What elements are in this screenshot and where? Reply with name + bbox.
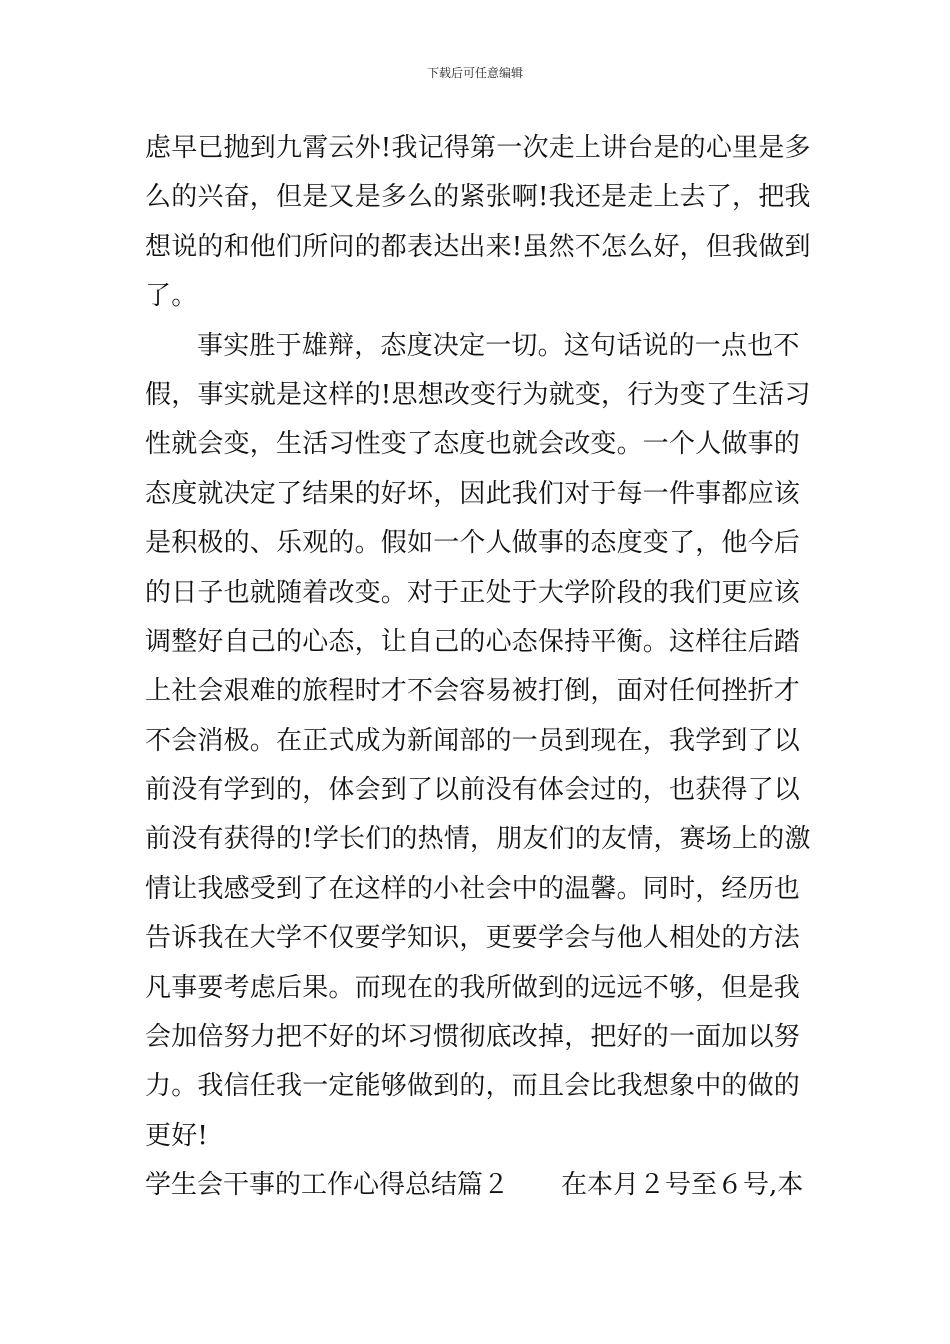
section-2-title: 学生会干事的工作心得总结篇２ — [145, 1170, 510, 1201]
paragraph-2-line: 不会消极。在正式成为新闻部的一员到现在，我学到了以 — [145, 725, 801, 756]
paragraph-2-line: 更好! — [145, 1120, 209, 1151]
paragraph-2-line: 告诉我在大学不仅要学知识，更要学会与他人相处的方法 — [145, 923, 801, 954]
paragraph-2-line: 前没有获得的!学长们的热情，朋友们的友情，赛场上的激 — [145, 824, 811, 855]
paragraph-2-line: 会加倍努力把不好的坏习惯彻底改掉，把好的一面加以努 — [145, 1022, 801, 1053]
paragraph-2-line: 是积极的、乐观的。假如一个人做事的态度变了，他今后 — [145, 528, 801, 559]
paragraph-2-line: 性就会变，生活习性变了态度也就会改变。一个人做事的 — [145, 429, 801, 460]
paragraph-2-line: 的日子也就随着改变。对于正处于大学阶段的我们更应该 — [145, 577, 801, 608]
paragraph-2-line: 态度就决定了结果的好坏，因此我们对于每一件事都应该 — [145, 478, 801, 509]
paragraph-1-line: 了。 — [145, 281, 198, 312]
paragraph-2-line: 上社会艰难的旅程时才不会容易被打倒，面对任何挫折才 — [145, 676, 801, 707]
paragraph-2-line: 凡事要考虑后果。而现在的我所做到的远远不够，但是我 — [145, 972, 801, 1003]
paragraph-2-line: 前没有学到的，体会到了以前没有体会过的，也获得了以 — [145, 775, 801, 806]
paragraph-2-line: 力。我信任我一定能够做到的，而且会比我想象中的做的 — [145, 1071, 801, 1102]
paragraph-2-line: 情让我感受到了在这样的小社会中的温馨。同时，经历也 — [145, 873, 801, 904]
paragraph-1-line: 虑早已抛到九霄云外!我记得第一次走上讲台是的心里是多 — [145, 133, 811, 163]
section-2-heading-line — [145, 1161, 825, 1210]
section-2-first-text: 在本月２号至６号,本 — [561, 1170, 804, 1201]
download-editable-note: 下载后可任意编辑 — [426, 66, 523, 80]
paragraph-2-line: 调整好自己的心态，让自己的心态保持平衡。这样往后踏 — [145, 626, 801, 657]
paragraph-2-line: 假，事实就是这样的!思想改变行为就变，行为变了生活习 — [145, 379, 811, 410]
paragraph-2-first-line: 事实胜于雄辩，态度决定一切。这句话说的一点也不 — [197, 330, 800, 361]
document-body — [145, 124, 825, 1211]
paragraph-1-line: 么的兴奋，但是又是多么的紧张啊!我还是走上去了，把我 — [145, 182, 811, 213]
paragraph-1-line: 想说的和他们所问的都表达出来!虽然不怎么好，但我做到 — [145, 231, 811, 262]
